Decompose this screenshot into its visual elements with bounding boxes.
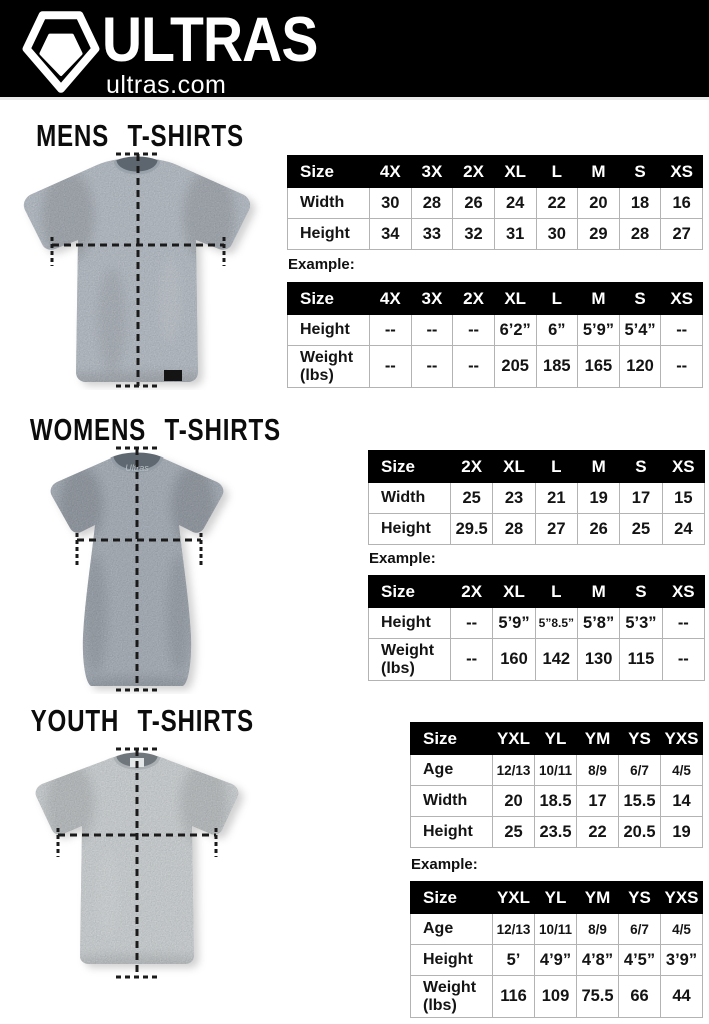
size-value-cell: 120 bbox=[619, 346, 661, 388]
row-label: Height bbox=[411, 817, 493, 848]
brand-title: ULTRAS bbox=[102, 5, 318, 75]
mens-example-label: Example: bbox=[288, 256, 355, 273]
size-value-cell: 19 bbox=[661, 817, 703, 848]
size-column-YS: YS bbox=[619, 882, 661, 914]
size-value-cell: 18 bbox=[619, 188, 661, 219]
table-header-row bbox=[369, 576, 705, 608]
size-column-L: L bbox=[535, 451, 577, 483]
size-value-cell: 23 bbox=[493, 483, 535, 514]
size-value-cell: 6/7 bbox=[619, 914, 661, 945]
size-column-L: L bbox=[535, 576, 577, 608]
size-value-cell: 25 bbox=[493, 817, 535, 848]
table-row bbox=[288, 219, 703, 250]
size-value-cell: 165 bbox=[578, 346, 620, 388]
size-value-cell: 23.5 bbox=[535, 817, 577, 848]
row-label: Width bbox=[369, 483, 451, 514]
size-value-cell: 22 bbox=[536, 188, 578, 219]
size-column-2X: 2X bbox=[453, 156, 495, 188]
size-value-cell: 5”8.5” bbox=[535, 608, 577, 639]
size-column-XL: XL bbox=[494, 283, 536, 315]
table-row bbox=[369, 608, 705, 639]
table-header-row bbox=[411, 882, 703, 914]
row-label: Age bbox=[411, 914, 493, 945]
size-column-YL: YL bbox=[535, 723, 577, 755]
size-value-cell: 12/13 bbox=[493, 755, 535, 786]
womens-example-label: Example: bbox=[369, 550, 436, 567]
size-value-cell: 30 bbox=[536, 219, 578, 250]
size-value-cell: 33 bbox=[411, 219, 453, 250]
size-value-cell: 20 bbox=[493, 786, 535, 817]
size-value-cell: 6/7 bbox=[619, 755, 661, 786]
table-row bbox=[369, 639, 705, 681]
size-value-cell: 28 bbox=[619, 219, 661, 250]
size-value-cell: 25 bbox=[620, 514, 662, 545]
size-header-label: Size bbox=[369, 451, 451, 483]
table-row bbox=[411, 945, 703, 976]
size-header-label: Size bbox=[411, 882, 493, 914]
size-value-cell: -- bbox=[451, 608, 493, 639]
size-value-cell: 5’9” bbox=[578, 315, 620, 346]
size-column-XL: XL bbox=[493, 451, 535, 483]
size-value-cell: 44 bbox=[661, 976, 703, 1018]
size-value-cell: 4’8” bbox=[577, 945, 619, 976]
size-value-cell: 5’9” bbox=[493, 608, 535, 639]
size-value-cell: 6’2” bbox=[494, 315, 536, 346]
size-column-YXL: YXL bbox=[493, 882, 535, 914]
table-row bbox=[411, 786, 703, 817]
size-column-M: M bbox=[578, 156, 620, 188]
size-column-2X: 2X bbox=[451, 451, 493, 483]
size-header-label: Size bbox=[288, 283, 370, 315]
size-table bbox=[287, 282, 703, 388]
row-label: Weight (lbs) bbox=[369, 639, 451, 681]
size-value-cell: 130 bbox=[577, 639, 619, 681]
size-column-S: S bbox=[620, 451, 662, 483]
table-row bbox=[369, 483, 705, 514]
size-value-cell: 6” bbox=[536, 315, 578, 346]
tshirt-texture bbox=[15, 444, 245, 694]
size-table bbox=[410, 881, 703, 1018]
size-value-cell: 66 bbox=[619, 976, 661, 1018]
row-label: Width bbox=[411, 786, 493, 817]
row-label: Height bbox=[369, 514, 451, 545]
size-value-cell: 160 bbox=[493, 639, 535, 681]
table-header-row bbox=[288, 283, 703, 315]
table-row bbox=[411, 914, 703, 945]
size-column-XL: XL bbox=[494, 156, 536, 188]
size-value-cell: 10/11 bbox=[535, 914, 577, 945]
youth-example-table bbox=[410, 881, 703, 1018]
size-value-cell: 115 bbox=[620, 639, 662, 681]
size-value-cell: 16 bbox=[661, 188, 703, 219]
row-label: Height bbox=[288, 219, 370, 250]
size-value-cell: 14 bbox=[661, 786, 703, 817]
size-column-3X: 3X bbox=[411, 156, 453, 188]
size-value-cell: -- bbox=[411, 315, 453, 346]
youth-example-label: Example: bbox=[411, 856, 478, 873]
row-label: Width bbox=[288, 188, 370, 219]
size-value-cell: 28 bbox=[411, 188, 453, 219]
size-value-cell: 8/9 bbox=[577, 914, 619, 945]
size-value-cell: 31 bbox=[494, 219, 536, 250]
size-column-2X: 2X bbox=[451, 576, 493, 608]
collar-print: Ultras bbox=[125, 463, 149, 473]
size-column-M: M bbox=[578, 283, 620, 315]
size-value-cell: 75.5 bbox=[577, 976, 619, 1018]
size-value-cell: -- bbox=[451, 639, 493, 681]
size-column-YXS: YXS bbox=[661, 723, 703, 755]
site-url: ultras.com bbox=[106, 71, 227, 99]
size-column-XS: XS bbox=[661, 283, 703, 315]
size-value-cell: 20 bbox=[578, 188, 620, 219]
youth-tshirt-image bbox=[8, 744, 264, 982]
size-value-cell: 15.5 bbox=[619, 786, 661, 817]
table-row bbox=[411, 976, 703, 1018]
size-value-cell: 205 bbox=[494, 346, 536, 388]
size-value-cell: 10/11 bbox=[535, 755, 577, 786]
size-column-YS: YS bbox=[619, 723, 661, 755]
size-value-cell: 22 bbox=[577, 817, 619, 848]
size-column-YM: YM bbox=[577, 723, 619, 755]
mens-tshirt-image bbox=[2, 150, 282, 390]
header-bar bbox=[0, 0, 709, 100]
size-column-XS: XS bbox=[662, 576, 704, 608]
size-column-XS: XS bbox=[662, 451, 704, 483]
row-label: Height bbox=[369, 608, 451, 639]
table-row bbox=[411, 817, 703, 848]
size-value-cell: 4’5” bbox=[619, 945, 661, 976]
size-table bbox=[410, 722, 703, 848]
youth-section-title: YOUTH T-SHIRTS bbox=[30, 703, 254, 738]
size-value-cell: -- bbox=[411, 346, 453, 388]
size-value-cell: 5’4” bbox=[619, 315, 661, 346]
womens-example-table bbox=[368, 575, 705, 681]
size-value-cell: -- bbox=[370, 315, 412, 346]
table-header-row bbox=[369, 451, 705, 483]
size-value-cell: 29 bbox=[578, 219, 620, 250]
size-value-cell: 4’9” bbox=[535, 945, 577, 976]
size-column-YXL: YXL bbox=[493, 723, 535, 755]
size-value-cell: 5’ bbox=[493, 945, 535, 976]
size-value-cell: 15 bbox=[662, 483, 704, 514]
size-value-cell: 24 bbox=[494, 188, 536, 219]
row-label: Weight (lbs) bbox=[288, 346, 370, 388]
size-table bbox=[368, 575, 705, 681]
size-value-cell: 12/13 bbox=[493, 914, 535, 945]
size-value-cell: -- bbox=[662, 608, 704, 639]
womens-tshirt-image bbox=[15, 444, 245, 694]
size-value-cell: 109 bbox=[535, 976, 577, 1018]
size-header-label: Size bbox=[411, 723, 493, 755]
size-column-S: S bbox=[620, 576, 662, 608]
size-column-2X: 2X bbox=[453, 283, 495, 315]
size-value-cell: -- bbox=[453, 346, 495, 388]
size-value-cell: 19 bbox=[577, 483, 619, 514]
table-header-row bbox=[288, 156, 703, 188]
size-column-YXS: YXS bbox=[661, 882, 703, 914]
size-value-cell: 4/5 bbox=[661, 755, 703, 786]
size-column-L: L bbox=[536, 156, 578, 188]
size-header-label: Size bbox=[288, 156, 370, 188]
size-column-L: L bbox=[536, 283, 578, 315]
size-column-S: S bbox=[619, 156, 661, 188]
size-value-cell: -- bbox=[453, 315, 495, 346]
tshirt-hem-tag bbox=[164, 370, 182, 381]
size-value-cell: 27 bbox=[661, 219, 703, 250]
size-value-cell: 27 bbox=[535, 514, 577, 545]
size-value-cell: 17 bbox=[620, 483, 662, 514]
size-value-cell: 34 bbox=[370, 219, 412, 250]
size-value-cell: 5’8” bbox=[577, 608, 619, 639]
size-value-cell: 142 bbox=[535, 639, 577, 681]
size-column-YL: YL bbox=[535, 882, 577, 914]
row-label: Height bbox=[411, 945, 493, 976]
mens-section-title: MENS T-SHIRTS bbox=[36, 118, 244, 153]
table-row bbox=[369, 514, 705, 545]
youth-size-table bbox=[410, 722, 703, 848]
pentagon-shield-icon bbox=[21, 6, 101, 98]
size-value-cell: 24 bbox=[662, 514, 704, 545]
womens-section-title: WOMENS T-SHIRTS bbox=[29, 412, 281, 447]
size-column-S: S bbox=[619, 283, 661, 315]
womens-size-table bbox=[368, 450, 705, 545]
size-value-cell: 21 bbox=[535, 483, 577, 514]
size-value-cell: 116 bbox=[493, 976, 535, 1018]
size-column-XL: XL bbox=[493, 576, 535, 608]
size-value-cell: 28 bbox=[493, 514, 535, 545]
table-row bbox=[288, 346, 703, 388]
size-value-cell: -- bbox=[661, 346, 703, 388]
size-column-3X: 3X bbox=[411, 283, 453, 315]
size-value-cell: 8/9 bbox=[577, 755, 619, 786]
row-label: Height bbox=[288, 315, 370, 346]
size-value-cell: -- bbox=[370, 346, 412, 388]
size-column-4X: 4X bbox=[370, 283, 412, 315]
size-value-cell: -- bbox=[662, 639, 704, 681]
size-value-cell: 30 bbox=[370, 188, 412, 219]
size-value-cell: 18.5 bbox=[535, 786, 577, 817]
size-column-YM: YM bbox=[577, 882, 619, 914]
size-value-cell: 26 bbox=[453, 188, 495, 219]
size-table bbox=[287, 155, 703, 250]
size-column-XS: XS bbox=[661, 156, 703, 188]
size-value-cell: 26 bbox=[577, 514, 619, 545]
size-value-cell: 185 bbox=[536, 346, 578, 388]
row-label: Age bbox=[411, 755, 493, 786]
size-column-M: M bbox=[577, 451, 619, 483]
size-header-label: Size bbox=[369, 576, 451, 608]
row-label: Weight (lbs) bbox=[411, 976, 493, 1018]
table-header-row bbox=[411, 723, 703, 755]
size-column-M: M bbox=[577, 576, 619, 608]
size-value-cell: -- bbox=[661, 315, 703, 346]
mens-example-table bbox=[287, 282, 703, 388]
size-value-cell: 17 bbox=[577, 786, 619, 817]
table-row bbox=[411, 755, 703, 786]
table-row bbox=[288, 188, 703, 219]
size-column-4X: 4X bbox=[370, 156, 412, 188]
size-value-cell: 3’9” bbox=[661, 945, 703, 976]
size-table bbox=[368, 450, 705, 545]
size-value-cell: 32 bbox=[453, 219, 495, 250]
tshirt-texture bbox=[2, 150, 282, 390]
mens-size-table bbox=[287, 155, 703, 250]
size-value-cell: 29.5 bbox=[451, 514, 493, 545]
size-value-cell: 4/5 bbox=[661, 914, 703, 945]
size-value-cell: 25 bbox=[451, 483, 493, 514]
table-row bbox=[288, 315, 703, 346]
size-value-cell: 20.5 bbox=[619, 817, 661, 848]
size-value-cell: 5’3” bbox=[620, 608, 662, 639]
